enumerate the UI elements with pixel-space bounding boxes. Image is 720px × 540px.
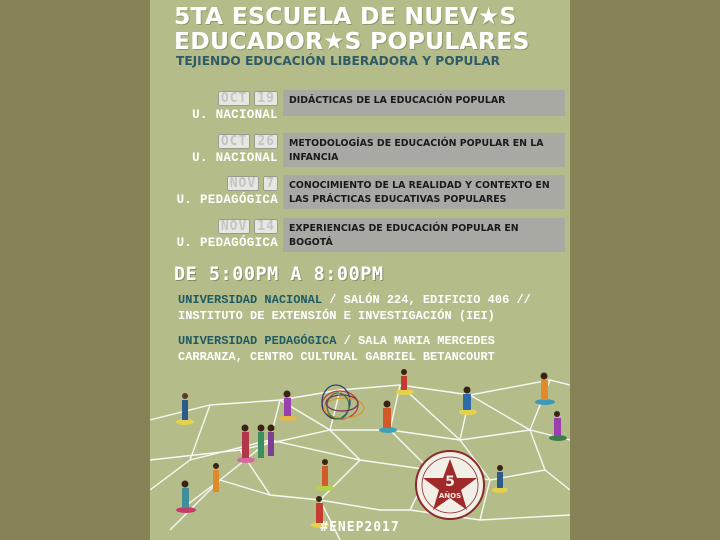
person-icon (379, 401, 397, 434)
person-icon (176, 481, 196, 514)
session-month: OCT (218, 134, 250, 149)
session-day: 19 (254, 91, 278, 106)
location-name: UNIVERSIDAD NACIONAL (178, 293, 323, 307)
session-month: NOV (218, 219, 250, 234)
person-icon (258, 425, 265, 459)
event-poster (150, 0, 570, 540)
session-topic: DIDÁCTICAS DE LA EDUCACIÓN POPULAR (283, 90, 565, 116)
event-hashtag: #ENEP2017 (320, 520, 400, 535)
person-icon (549, 411, 567, 441)
session-month: OCT (218, 91, 250, 106)
location-name: UNIVERSIDAD PEDAGÓGICA (178, 334, 337, 348)
network-lines (150, 380, 570, 540)
session-date (218, 134, 278, 149)
anniversary-badge (416, 451, 484, 519)
session-month: NOV (227, 176, 259, 191)
poster-title (174, 4, 559, 54)
session-1 (176, 90, 566, 130)
session-day: 14 (254, 219, 278, 234)
network-illustration (150, 360, 570, 540)
session-day: 7 (263, 176, 278, 191)
location-nacional (178, 292, 568, 324)
session-topic: CONOCIMIENTO DE LA REALIDAD Y CONTEXTO EN LAS PRÁCTICAS EDUCATIVAS POPULARES (283, 175, 565, 209)
location-separator: / (322, 293, 344, 307)
session-topic: METODOLOGÍAS DE EDUCACIÓN POPULAR EN LA INFANCIA (283, 133, 565, 167)
person-icon (396, 369, 414, 395)
session-3 (176, 175, 566, 215)
person-icon (316, 459, 334, 491)
session-date (218, 91, 278, 106)
person-icon (268, 425, 275, 457)
location-detail: CARRANZA, CENTRO CULTURAL GABRIEL BETANCOURT (178, 350, 495, 364)
session-venue: U. NACIONAL (192, 108, 278, 122)
badge-label: AÑOS (438, 492, 462, 500)
session-day: 26 (254, 134, 278, 149)
person-icon (535, 373, 555, 406)
location-room: SALÓN 224, EDIFICIO 406 // (343, 293, 531, 307)
session-venue: U. NACIONAL (192, 151, 278, 165)
session-2 (176, 133, 566, 173)
session-venue: U. PEDAGÓGICA (176, 236, 278, 250)
location-room: SALA MARIA MERCEDES (358, 334, 495, 348)
session-topic: EXPERIENCIAS DE EDUCACIÓN POPULAR EN BOGOTÁ (283, 218, 565, 252)
title-line-2: EDUCADOR★S POPULARES (174, 27, 530, 55)
poster-subtitle: TEJIENDO EDUCACIÓN LIBERADORA Y POPULAR (176, 54, 500, 68)
badge-number: 5 (445, 474, 455, 490)
location-detail: INSTITUTO DE EXTENSIÓN E INVESTIGACIÓN (IEI) (178, 309, 495, 323)
location-separator: / (336, 334, 359, 348)
title-line-1: 5TA ESCUELA DE NUEV★S (174, 2, 517, 30)
session-venue: U. PEDAGÓGICA (176, 193, 278, 207)
session-date (218, 219, 278, 234)
session-4 (176, 218, 566, 258)
event-hours: DE 5:00PM A 8:00PM (174, 264, 384, 285)
person-icon (459, 387, 477, 416)
session-date (227, 176, 278, 191)
person-icon (213, 463, 219, 492)
person-icon (279, 391, 297, 422)
